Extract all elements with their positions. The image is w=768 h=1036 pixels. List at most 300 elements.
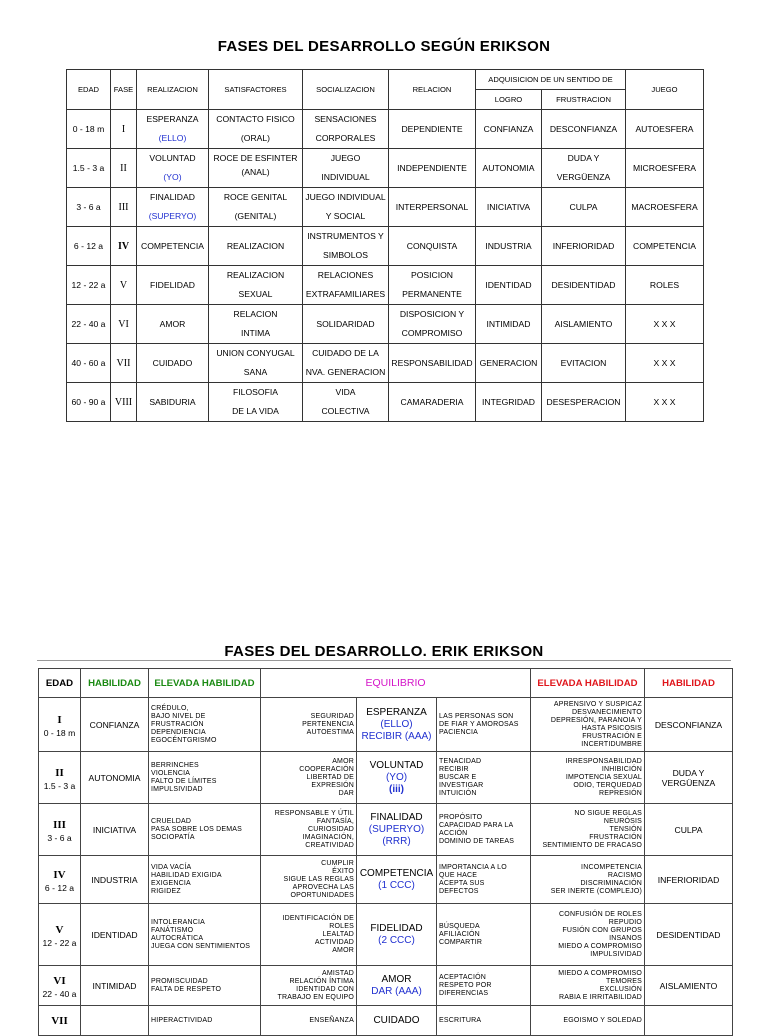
cell-soc [303, 110, 389, 149]
cell-fase: I [111, 110, 137, 149]
header-frustracion: FRUSTRACION [542, 90, 626, 110]
cell-habilidad: INDUSTRIA [81, 856, 149, 904]
skill-row [39, 904, 733, 966]
text-line: (iii) [389, 783, 404, 795]
cell-edad [39, 856, 81, 904]
cell-elevada [149, 856, 261, 904]
cell-fase: VI [111, 305, 137, 344]
text-line: INSANOS [609, 934, 642, 942]
text-line: LEALTAD [322, 930, 354, 938]
stage-numeral: I [57, 713, 62, 726]
text-line: FRUSTRACIÓN E [582, 732, 642, 740]
text-line: ENSEÑANZA [309, 1016, 354, 1024]
cell-habilidad-right: AISLAMIENTO [645, 966, 733, 1006]
cell-habilidad-right: INFERIORIDAD [645, 856, 733, 904]
cell-line: (ORAL) [240, 133, 271, 143]
cell-sat [209, 188, 303, 227]
text-line: AMISTAD [322, 969, 354, 977]
cell-line: ROCE DE ESFINTER [213, 152, 298, 163]
cell-edad [39, 904, 81, 966]
header2-elevada: ELEVADA HABILIDAD [149, 669, 261, 698]
cell-elevada-right [531, 904, 645, 966]
text-line: APROVECHA LAS [292, 883, 354, 891]
text-line: FANÁTISMO [151, 926, 194, 934]
text-line: ROLES [329, 922, 354, 930]
text-line: ACCIÓN [439, 829, 468, 837]
cell-line: COLECTIVA [321, 406, 370, 416]
cell-line: ESPERANZA [146, 114, 199, 124]
text-line: FINALIDAD [370, 811, 423, 823]
text-line: DAR (AAA) [371, 985, 422, 997]
cell-habilidad-right: DESCONFIANZA [645, 698, 733, 752]
cell-habilidad-right [645, 1006, 733, 1036]
cell-fase: V [111, 266, 137, 305]
stage-row [67, 188, 704, 227]
text-line: ACTIVIDAD [314, 938, 354, 946]
cell-line: (GENITAL) [234, 211, 277, 221]
stage-age: 3 - 6 a [47, 832, 72, 843]
cell-equilibrio [357, 904, 437, 966]
cell-habilidad: IDENTIDAD [81, 904, 149, 966]
cell-line: JUEGO INDIVIDUAL [305, 192, 386, 202]
cell-sat [209, 305, 303, 344]
text-line: CREATIVIDAD [305, 841, 354, 849]
text-line: PASA SOBRE LOS DEMAS [151, 825, 243, 833]
text-line: BUSCAR E [439, 773, 477, 781]
text-line: ESCRITURA [439, 1016, 482, 1024]
cell-soc [303, 188, 389, 227]
text-line: APRENSIVO Y SUSPICAZ [553, 700, 642, 708]
text-line: SOCIOPATÍA [151, 833, 195, 841]
text-line: BAJO NIVEL DE [151, 712, 206, 720]
cell-equilibrio [357, 752, 437, 804]
cell-juego: MICROESFERA [626, 149, 704, 188]
cell-rel: DEPENDIENTE [389, 110, 476, 149]
text-line: HABILIDAD EXIGIDA [151, 871, 222, 879]
cell-equilibrio-left [261, 856, 357, 904]
skill-row [39, 698, 733, 752]
cell-line: (YO) [163, 172, 182, 182]
cell-rel: INTERPERSONAL [389, 188, 476, 227]
stage-row [67, 110, 704, 149]
text-line: FRUSTRACIÓN [589, 833, 642, 841]
header-satisfactores: SATISFACTORES [209, 70, 303, 110]
cell-equilibrio-right [437, 904, 531, 966]
cell-line: RELACION [233, 309, 278, 319]
text-line: RESPONSABLE Y ÚTIL [274, 809, 354, 817]
cell-real: COMPETENCIA [137, 227, 209, 266]
cell-line: FILOSOFIA [233, 387, 278, 397]
cell-line: VERGÜENZA [556, 172, 611, 182]
text-line: MIEDO A COMPROMISO [558, 969, 642, 977]
text-line: HIPERACTIVIDAD [151, 1016, 213, 1024]
text-line: INTUICIÓN [439, 789, 477, 797]
cell-line: POSICION [410, 270, 454, 280]
cell-equilibrio [357, 698, 437, 752]
skill-row [39, 856, 733, 904]
text-line: EXIGENCIA [151, 879, 191, 887]
text-line: AUTOCRÁTICA [151, 934, 204, 942]
cell-soc [303, 383, 389, 422]
text-line: RACISMO [607, 871, 642, 879]
cell-elevada-right [531, 966, 645, 1006]
cell-elevada [149, 1006, 261, 1036]
text-line: DEFECTOS [439, 887, 479, 895]
text-line: TENSIÓN [609, 825, 642, 833]
text-line: RECIBIR [439, 765, 469, 773]
text-line: NO SIGUE REGLAS [574, 809, 642, 817]
text-line: IMPORTANCIA A LO [439, 863, 507, 871]
text-line: VOLUNTAD [369, 759, 424, 771]
text-line: COOPERACIÓN [299, 765, 354, 773]
cell-equilibrio-left [261, 752, 357, 804]
cell-line: INTIMA [240, 328, 271, 338]
cell-line: (ELLO) [158, 133, 187, 143]
text-line: AMOR [381, 973, 412, 985]
stage-numeral: VII [51, 1014, 68, 1027]
cell-habilidad: CONFIANZA [81, 698, 149, 752]
cell-habilidad: AUTONOMIA [81, 752, 149, 804]
cell-fase: III [111, 188, 137, 227]
stage-row [67, 266, 704, 305]
text-line: TRABAJO EN EQUIPO [277, 993, 354, 1001]
text-line: IMPULSIVIDAD [151, 785, 203, 793]
cell-elevada-right [531, 856, 645, 904]
cell-sat [209, 149, 303, 188]
stage-numeral: III [53, 818, 66, 831]
cell-elevada-right [531, 1006, 645, 1036]
text-line: TENACIDAD [439, 757, 482, 765]
cell-logro: GENERACION [476, 344, 542, 383]
stage-row [67, 344, 704, 383]
cell-equilibrio-right [437, 804, 531, 856]
cell-juego: X X X [626, 305, 704, 344]
text-line: ÉXITO [332, 867, 354, 875]
text-line: (SUPERYO) [368, 823, 425, 835]
cell-habilidad: INTIMIDAD [81, 966, 149, 1006]
cell-real [137, 188, 209, 227]
text-line: AMOR [332, 946, 354, 954]
cell-elevada [149, 966, 261, 1006]
cell-frus: DESCONFIANZA [542, 110, 626, 149]
text-line: ESPERANZA [366, 706, 427, 718]
cell-equilibrio-right [437, 1006, 531, 1036]
cell-juego: ROLES [626, 266, 704, 305]
cell-frus [542, 149, 626, 188]
erikson-stages-table [66, 69, 704, 422]
text-line: IMAGINACIÓN, [302, 833, 354, 841]
cell-logro: AUTONOMIA [476, 149, 542, 188]
text-line: IMPOTENCIA SEXUAL [565, 773, 642, 781]
cell-line: (SUPERYO) [148, 211, 197, 221]
cell-edad: 3 - 6 a [67, 188, 111, 227]
stage-numeral: VI [53, 974, 66, 987]
cell-equilibrio [357, 966, 437, 1006]
header2-habilidad-right: HABILIDAD [645, 669, 733, 698]
cell-edad [39, 1006, 81, 1036]
cell-line: FINALIDAD [150, 192, 195, 202]
cell-equilibrio [357, 856, 437, 904]
cell-sat [209, 266, 303, 305]
cell-sat [209, 110, 303, 149]
cell-soc [303, 227, 389, 266]
cell-equilibrio-right [437, 698, 531, 752]
cell-line: EXTRAFAMILIARES [305, 289, 386, 299]
cell-fase: II [111, 149, 137, 188]
stage-age: 22 - 40 a [42, 988, 77, 999]
header-logro: LOGRO [476, 90, 542, 110]
stage-row [67, 227, 704, 266]
text-line: CONFUSIÓN DE ROLES [559, 910, 642, 918]
cell-frus: AISLAMIENTO [542, 305, 626, 344]
cell-line: REALIZACION [226, 270, 285, 280]
text-line: IRRESPONSABILIDAD [565, 757, 642, 765]
cell-equilibrio-right [437, 966, 531, 1006]
text-line: VIDA VACÍA [151, 863, 192, 871]
text-line: CAPACIDAD PARA LA [439, 821, 514, 829]
text-line: LIBERTAD DE [306, 773, 354, 781]
cell-line: DISPOSICION Y [399, 309, 465, 319]
text-line: (2 CCC) [378, 934, 415, 946]
text-line: TEMORES [605, 977, 642, 985]
text-line: RELACIÓN ÍNTIMA [289, 977, 354, 985]
header-fase: FASE [111, 70, 137, 110]
text-line: MIEDO A COMPROMISO [558, 942, 642, 950]
text-line: SEGURIDAD [310, 712, 354, 720]
cell-line: CUIDADO DE LA [312, 348, 379, 358]
text-line: IMPULSIVIDAD [590, 950, 642, 958]
cell-logro: INDUSTRIA [476, 227, 542, 266]
cell-fase: IV [111, 227, 137, 266]
text-line: (RRR) [382, 835, 411, 847]
cell-logro: CONFIANZA [476, 110, 542, 149]
cell-soc [303, 344, 389, 383]
cell-edad: 60 - 90 a [67, 383, 111, 422]
text-line: CURIOSIDAD [308, 825, 354, 833]
text-line: INVESTIGAR [439, 781, 484, 789]
cell-frus: DESIDENTIDAD [542, 266, 626, 305]
cell-line: (ANAL) [241, 167, 270, 178]
text-line: AFILIACIÓN [439, 930, 480, 938]
text-line: RABIA E IRRITABILIDAD [558, 993, 642, 1001]
cell-sat: REALIZACION [209, 227, 303, 266]
text-line: INTOLERANCIA [151, 918, 206, 926]
cell-sat [209, 344, 303, 383]
text-line: ODIO, TERQUEDAD [573, 781, 642, 789]
cell-line: NVA. GENERACION [305, 367, 386, 377]
cell-equilibrio-left [261, 804, 357, 856]
cell-juego: AUTOESFERA [626, 110, 704, 149]
cell-sat [209, 383, 303, 422]
text-line: HASTA PSICOSIS [581, 724, 642, 732]
text-line: INCERTIDUMBRE [581, 740, 642, 748]
cell-line: SEXUAL [238, 289, 273, 299]
text-line: OPORTUNIDADES [290, 891, 354, 899]
text-line: EGOISMO Y SOLEDAD [563, 1016, 642, 1024]
text-line: AMOR [332, 757, 354, 765]
cell-line: DE LA VIDA [232, 406, 279, 416]
text-line: CUMPLIR [321, 859, 354, 867]
text-line: ACEPTACIÓN [439, 973, 486, 981]
cell-edad [39, 752, 81, 804]
text-line: (1 CCC) [378, 879, 415, 891]
text-line: VIOLENCIA [151, 769, 191, 777]
text-line: JUEGA CON SENTIMIENTOS [151, 942, 251, 950]
cell-soc: SOLIDARIDAD [303, 305, 389, 344]
text-line: DESVANECIMIENTO [571, 708, 642, 716]
cell-equilibrio-right [437, 752, 531, 804]
text-line: (YO) [385, 771, 408, 783]
cell-logro: IDENTIDAD [476, 266, 542, 305]
cell-line: COMPROMISO [401, 328, 463, 338]
cell-habilidad-right: CULPA [645, 804, 733, 856]
cell-real: SABIDURIA [137, 383, 209, 422]
text-line: SER INERTE (COMPLEJO) [550, 887, 642, 895]
stage-row [67, 149, 704, 188]
text-line: DOMINIO DE TAREAS [439, 837, 515, 845]
divider-line [37, 660, 731, 661]
cell-line: SANA [243, 367, 268, 377]
cell-logro: INTEGRIDAD [476, 383, 542, 422]
stage-age: 1.5 - 3 a [43, 780, 76, 791]
text-line: PERTENENCIA [302, 720, 354, 728]
erikson-skills-table [38, 668, 733, 1036]
cell-equilibrio-left [261, 904, 357, 966]
header-socializacion: SOCIALIZACION [303, 70, 389, 110]
cell-elevada [149, 804, 261, 856]
header-realizacion: REALIZACION [137, 70, 209, 110]
stage-age: 12 - 22 a [42, 937, 77, 948]
cell-equilibrio-left [261, 1006, 357, 1036]
cell-line: INSTRUMENTOS Y [307, 231, 384, 241]
text-line: BÚSQUEDA [439, 922, 480, 930]
cell-habilidad-right: DESIDENTIDAD [645, 904, 733, 966]
header2-elevada-right: ELEVADA HABILIDAD [531, 669, 645, 698]
cell-frus: DESESPERACION [542, 383, 626, 422]
header-juego: JUEGO [626, 70, 704, 110]
cell-juego: COMPETENCIA [626, 227, 704, 266]
cell-line: PERMANENTE [402, 289, 462, 299]
cell-logro: INTIMIDAD [476, 305, 542, 344]
cell-real [137, 149, 209, 188]
text-line: EGOCÉNTGRISMO [151, 736, 217, 744]
cell-line: CORPORALES [315, 133, 376, 143]
cell-soc [303, 149, 389, 188]
cell-rel [389, 266, 476, 305]
cell-real: FIDELIDAD [137, 266, 209, 305]
text-line: ACEPTA SUS [439, 879, 485, 887]
text-line: SENTIMIENTO DE FRACASO [542, 841, 642, 849]
text-line: PROMISCUIDAD [151, 977, 208, 985]
stage-row [67, 383, 704, 422]
text-line: DAR [338, 789, 354, 797]
stage-age: 0 - 18 m [43, 727, 76, 738]
cell-equilibrio [357, 804, 437, 856]
text-line: RESPETO POR [439, 981, 492, 989]
text-line: PROPÓSITO [439, 813, 483, 821]
cell-frus: INFERIORIDAD [542, 227, 626, 266]
stage-numeral: IV [53, 868, 66, 881]
cell-habilidad-right: DUDA Y VERGÜENZA [645, 752, 733, 804]
text-line: INHIBICIÓN [601, 765, 642, 773]
cell-fase: VII [111, 344, 137, 383]
text-line: INCOMPETENCIA [581, 863, 642, 871]
cell-line: INDIVIDUAL [321, 172, 370, 182]
cell-edad: 1.5 - 3 a [67, 149, 111, 188]
cell-rel: CAMARADERIA [389, 383, 476, 422]
text-line: PACIENCIA [439, 728, 479, 736]
text-line: FANTASÍA, [316, 817, 354, 825]
text-line: CUIDADO [373, 1014, 420, 1026]
header2-edad: EDAD [39, 669, 81, 698]
cell-elevada-right [531, 698, 645, 752]
text-line: (ELLO) [380, 718, 413, 730]
cell-elevada [149, 698, 261, 752]
text-line: FALTA DE RESPETO [151, 985, 222, 993]
text-line: DIFERENCIAS [439, 989, 489, 997]
cell-line: CONTACTO FISICO [216, 114, 295, 124]
cell-line: ROCE GENITAL [223, 192, 288, 202]
cell-line: VIDA [335, 387, 356, 397]
skill-row [39, 752, 733, 804]
text-line: FUSIÓN CON GRUPOS [562, 926, 642, 934]
text-line: DEPRESIÓN, PARANOIA Y [550, 716, 642, 724]
cell-edad [39, 804, 81, 856]
text-line: DISCRIMINACIÓN [580, 879, 642, 887]
cell-line: RELACIONES [317, 270, 374, 280]
text-line: REPRESIÓN [598, 789, 642, 797]
cell-edad [39, 966, 81, 1006]
cell-line: VOLUNTAD [149, 153, 196, 163]
text-line: BERRINCHES [151, 761, 199, 769]
text-line: IDENTIFICACIÓN DE [282, 914, 354, 922]
text-line: AUTOESTIMA [306, 728, 354, 736]
text-line: COMPETENCIA [359, 867, 434, 879]
text-line: DEPENDIENCIA [151, 728, 206, 736]
text-line: LAS PERSONAS SON [439, 712, 514, 720]
text-line: FRUSTRACIÓN [151, 720, 204, 728]
text-line: REPUDIO [608, 918, 642, 926]
text-line: IDENTIDAD CON [296, 985, 354, 993]
header-adquisicion: ADQUISICION DE UN SENTIDO DE [476, 70, 626, 90]
cell-edad: 6 - 12 a [67, 227, 111, 266]
stage-numeral: V [55, 923, 64, 936]
header-relacion: RELACION [389, 70, 476, 110]
table1-title: FASES DEL DESARROLLO SEGÚN ERIKSON [217, 38, 551, 55]
skill-row [39, 804, 733, 856]
cell-edad [39, 698, 81, 752]
cell-equilibrio-left [261, 698, 357, 752]
cell-soc [303, 266, 389, 305]
text-line: NEURÓSIS [603, 817, 642, 825]
cell-line: SIMBOLOS [323, 250, 368, 260]
text-line: FALTO DE LÍMITES [151, 777, 217, 785]
cell-line: JUEGO [330, 153, 361, 163]
text-line: QUE HACE [439, 871, 478, 879]
cell-line: SENSACIONES [314, 114, 377, 124]
cell-equilibrio-left [261, 966, 357, 1006]
cell-equilibrio-right [437, 856, 531, 904]
cell-frus: CULPA [542, 188, 626, 227]
cell-equilibrio [357, 1006, 437, 1036]
cell-line: UNION CONYUGAL [216, 348, 295, 358]
cell-juego: X X X [626, 344, 704, 383]
cell-fase: VIII [111, 383, 137, 422]
cell-juego: X X X [626, 383, 704, 422]
cell-edad: 12 - 22 a [67, 266, 111, 305]
text-line: RECIBIR (AAA) [361, 730, 432, 742]
skill-row [39, 1006, 733, 1036]
